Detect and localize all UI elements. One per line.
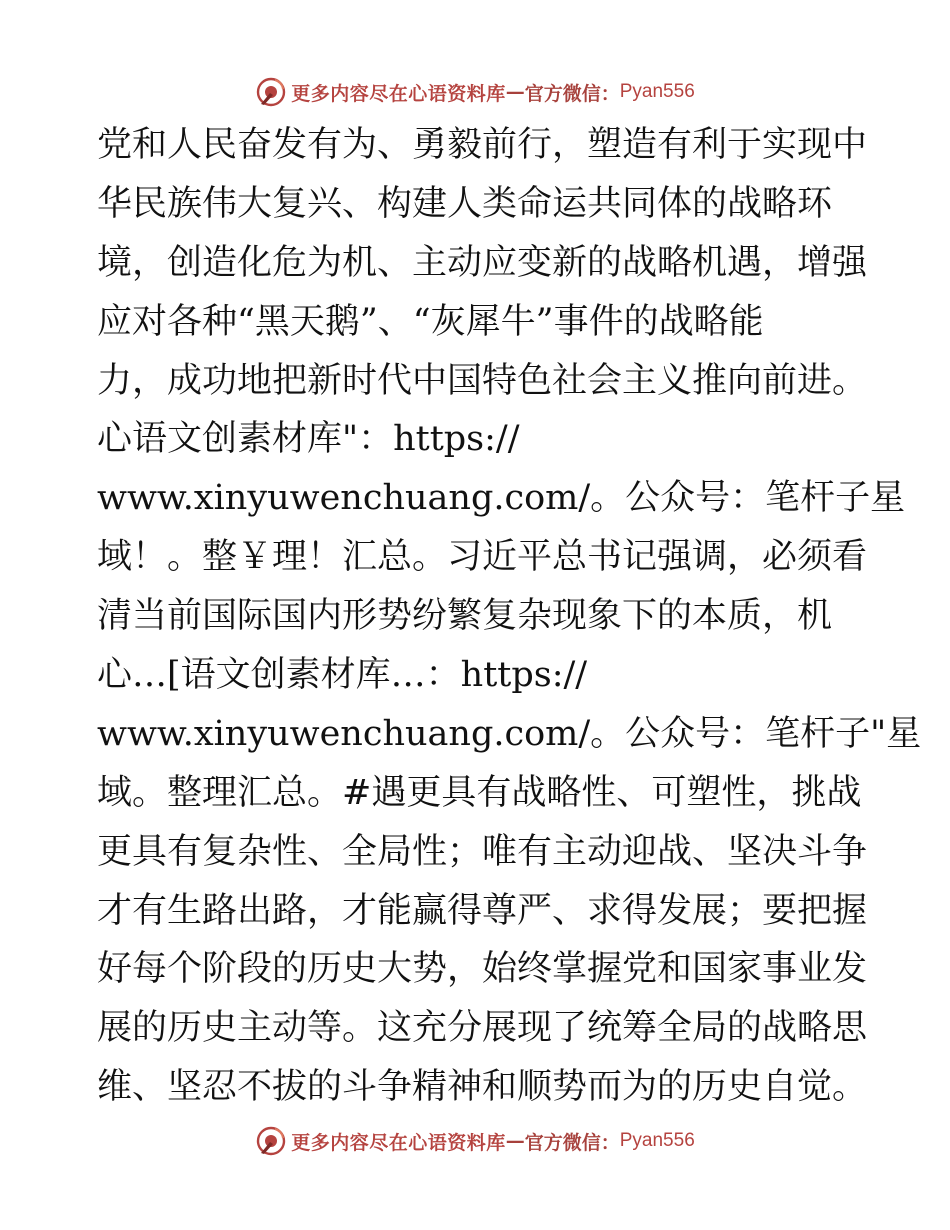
body-line: 心语文创素材库"：https:// xyxy=(97,419,520,460)
body-line: 展的历史主动等。这充分展现了统筹全局的战略思 xyxy=(97,1008,868,1049)
body-line: 域。整理汇总。#遇更具有战略性、可塑性，挑战 xyxy=(97,772,862,813)
header-watermark-banner xyxy=(0,72,950,112)
pen-logo-icon xyxy=(255,1125,287,1157)
pen-logo-icon xyxy=(255,76,287,108)
body-line: www.xinyuwenchuang.com/。公众号：笔杆子"星 xyxy=(97,713,922,754)
body-line: 清当前国际国内形势纷繁复杂现象下的本质，机 xyxy=(97,596,833,637)
body-line: 境，创造化危为机、主动应变新的战略机遇，增强 xyxy=(97,242,868,283)
body-line: 华民族伟大复兴、构建人类命运共同体的战略环 xyxy=(97,183,833,224)
body-line: 好每个阶段的历史大势，始终掌握党和国家事业发 xyxy=(97,949,868,990)
body-line: 应对各种“黑天鹅”、“灰犀牛”事件的战略能 xyxy=(97,301,764,342)
banner-wechat-label: 官方微信： xyxy=(524,1131,620,1154)
banner-wechat-handle: Pyan556 xyxy=(619,81,695,102)
document-body xyxy=(97,116,922,1117)
banner-wechat-label: 官方微信： xyxy=(524,82,620,105)
footer-watermark-banner xyxy=(0,1121,950,1161)
banner-main-text: 更多内容尽在心语资料库 xyxy=(291,1131,506,1154)
body-line: 更具有复杂性、全局性；唯有主动迎战、坚决斗争 xyxy=(97,831,868,872)
body-line: 域！。整￥理！汇总。习近平总书记强调，必须看 xyxy=(97,537,868,578)
body-line: 才有生路出路，才能赢得尊严、求得发展；要把握 xyxy=(97,890,868,931)
body-line: 心…[语文创素材库…：https:// xyxy=(97,655,588,696)
body-line: 党和人民奋发有为、勇毅前行，塑造有利于实现中 xyxy=(97,125,868,165)
banner-separator: — xyxy=(505,1130,525,1152)
body-line: www.xinyuwenchuang.com/。公众号：笔杆子星 xyxy=(97,478,906,519)
banner-main-text: 更多内容尽在心语资料库 xyxy=(291,82,506,105)
body-line: 力，成功地把新时代中国特色社会主义推向前进。 xyxy=(97,360,868,401)
body-line: 维、坚忍不拔的斗争精神和顺势而为的历史自觉。 xyxy=(97,1067,868,1108)
banner-wechat-handle: Pyan556 xyxy=(619,1130,695,1151)
banner-separator: — xyxy=(505,81,525,103)
